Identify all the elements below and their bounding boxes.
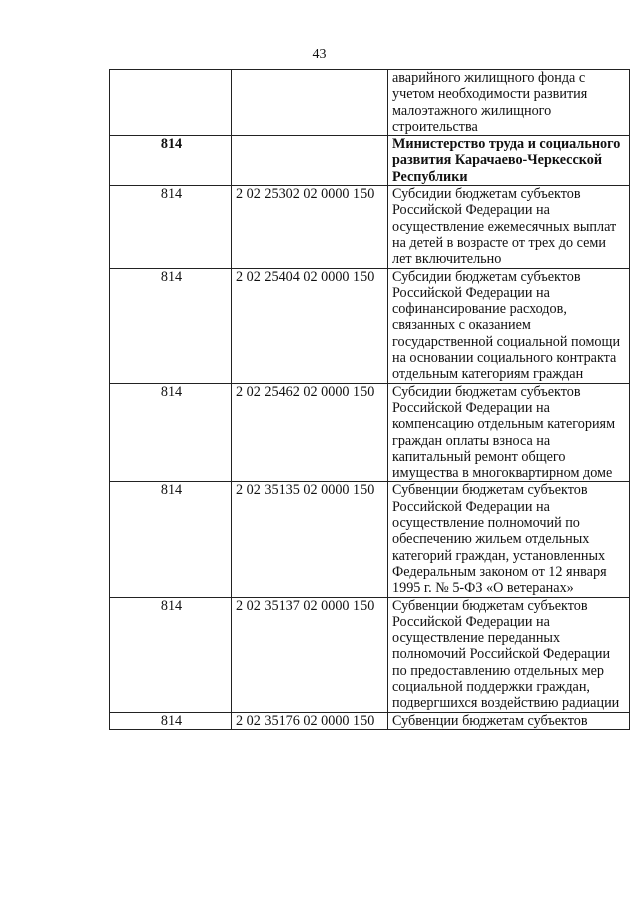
revenue-name-cell: Субсидии бюджетам субъектов Российской Федерации на осуществление ежемесячных выплат на детей в возрасте от трех до семи лет включительно <box>388 186 630 268</box>
budget-code-table <box>109 69 630 730</box>
table-row <box>110 70 630 136</box>
revenue-name-cell: Министерство труда и социального развития Карачаево-Черкесской Республики <box>388 136 630 186</box>
table-row <box>110 383 630 482</box>
budget-code-cell: 2 02 25302 02 0000 150 <box>232 186 388 268</box>
admin-code-cell: 814 <box>110 712 232 729</box>
admin-code-cell: 814 <box>110 136 232 186</box>
budget-code-cell: 2 02 35135 02 0000 150 <box>232 482 388 597</box>
page-number: 43 <box>312 47 327 62</box>
budget-code-cell <box>232 136 388 186</box>
revenue-name-cell: аварийного жилищного фонда с учетом необходимости развития малоэтажного жилищного строительства <box>388 70 630 136</box>
budget-code-cell: 2 02 25462 02 0000 150 <box>232 383 388 482</box>
table-row <box>110 268 630 383</box>
budget-code-cell: 2 02 35176 02 0000 150 <box>232 712 388 729</box>
admin-code-cell <box>110 70 232 136</box>
budget-code-cell <box>232 70 388 136</box>
revenue-name-cell: Субвенции бюджетам субъектов <box>388 712 630 729</box>
revenue-name-cell: Субвенции бюджетам субъектов Российской Федерации на осуществление переданных полномочий Российской Федерации по предоставлению отдельных мер социальной поддержки граждан, подвергшихся воздействию радиации <box>388 597 630 712</box>
table-row <box>110 482 630 597</box>
admin-code-cell: 814 <box>110 597 232 712</box>
admin-code-cell: 814 <box>110 268 232 383</box>
table-row <box>110 712 630 729</box>
budget-code-cell: 2 02 25404 02 0000 150 <box>232 268 388 383</box>
revenue-name-cell: Субвенции бюджетам субъектов Российской Федерации на осуществление полномочий по обеспечению жильем отдельных категорий граждан, установленных Федеральным законом от 12 января 1995 г. № 5-ФЗ «О ветеранах» <box>388 482 630 597</box>
table-row <box>110 186 630 268</box>
admin-code-cell: 814 <box>110 186 232 268</box>
revenue-name-cell: Субсидии бюджетам субъектов Российской Федерации на компенсацию отдельным категориям граждан оплаты взноса на капитальный ремонт общего имущества в многоквартирном доме <box>388 383 630 482</box>
table-row <box>110 597 630 712</box>
revenue-name-cell: Субсидии бюджетам субъектов Российской Федерации на софинансирование расходов, связанных с оказанием государственной социальной помощи на основании социального контракта отдельным категориям граждан <box>388 268 630 383</box>
table-row <box>110 136 630 186</box>
budget-code-cell: 2 02 35137 02 0000 150 <box>232 597 388 712</box>
admin-code-cell: 814 <box>110 383 232 482</box>
admin-code-cell: 814 <box>110 482 232 597</box>
